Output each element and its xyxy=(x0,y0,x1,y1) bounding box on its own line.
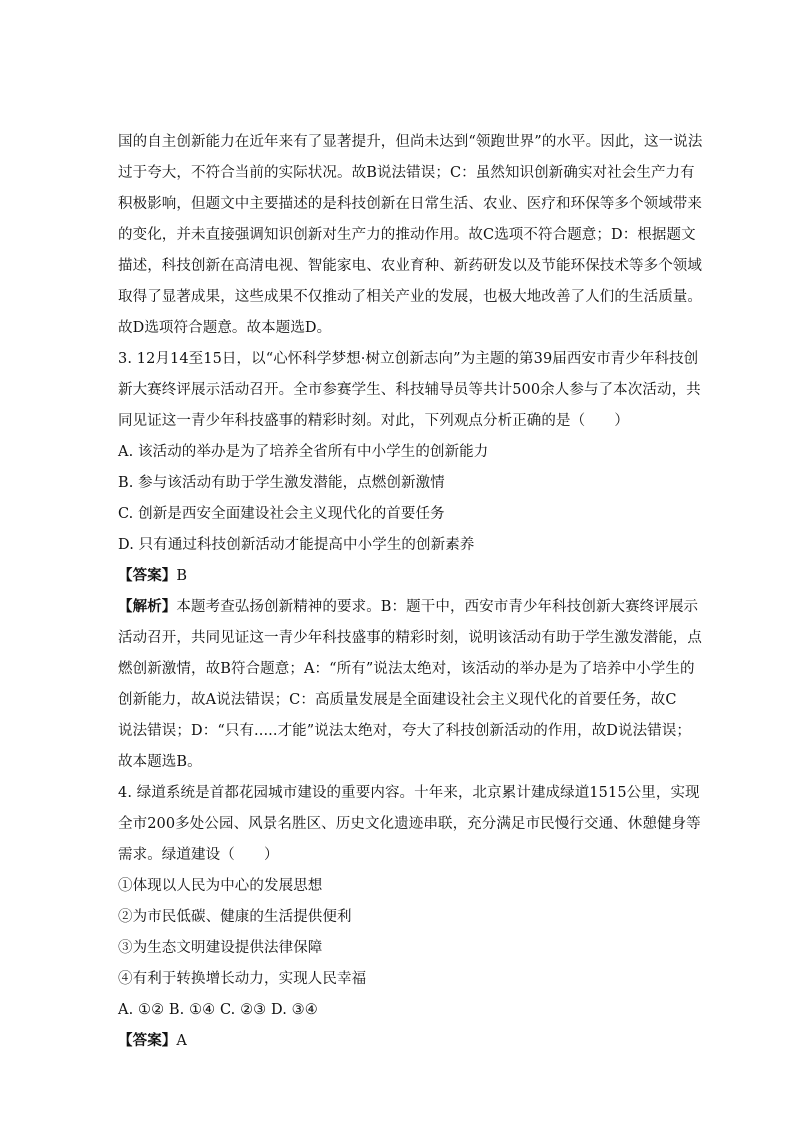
line-text: A. ①② B. ①④ C. ②③ D. ③④ xyxy=(118,1002,318,1018)
text-line xyxy=(118,287,702,307)
line-text: 说法错误；D：“只有.....才能”说法太绝对，夸大了科技创新活动的作用，故D说法错误； xyxy=(118,723,692,739)
option-line xyxy=(118,1000,678,1020)
answer-line xyxy=(118,566,678,586)
text-line xyxy=(118,318,678,338)
line-text: 新大赛终评展示活动召开。全市参赛学生、科技辅导员等共计500余人参与了本次活动，共 xyxy=(118,382,701,398)
line-text: D. 只有通过科技创新活动才能提高中小学生的创新素养 xyxy=(118,537,475,553)
line-text: C. 创新是西安全面建设社会主义现代化的首要任务 xyxy=(118,506,445,522)
text-line xyxy=(118,380,701,400)
line-text: B. 参与该活动有助于学生激发潜能，点燃创新激情 xyxy=(118,475,445,491)
line-text: 活动召开，共同见证这一青少年科技盛事的精彩时刻，说明该活动有助于学生激发潜能，点 xyxy=(118,630,702,646)
line-text: 燃创新激情，故B符合题意；A：“所有”说法太绝对，该活动的举办是为了培养中小学生的 xyxy=(118,661,695,677)
statement-line xyxy=(118,907,678,927)
line-text: A. 该活动的举办是为了培养全省所有中小学生的创新能力 xyxy=(118,444,489,460)
answer-label: 【答案】 xyxy=(118,1032,177,1049)
text-line xyxy=(118,659,695,679)
text-line xyxy=(118,132,703,152)
text-line xyxy=(118,163,695,183)
text-line xyxy=(118,628,702,648)
line-text: 的变化，并未直接强调知识创新对生产力的推动作用。故C选项不符合题意；D：根据题文 xyxy=(118,227,696,243)
option-line xyxy=(118,504,678,524)
option-line xyxy=(118,535,678,555)
line-text: ①体现以人民为中心的发展思想 xyxy=(118,878,323,894)
line-text: 取得了显著成果，这些成果不仅推动了相关产业的发展，也极大地改善了人们的生活质量。 xyxy=(118,289,702,305)
analysis-line xyxy=(118,597,699,617)
answer-value: B xyxy=(176,568,188,584)
text-line xyxy=(118,752,678,772)
option-line xyxy=(118,473,678,493)
statement-line xyxy=(118,938,678,958)
line-text: 全市200多处公园、风景名胜区、历史文化遗迹串联，充分满足市民慢行交通、休憩健身等 xyxy=(118,816,701,832)
statement-line xyxy=(118,969,678,989)
line-text: 描述，科技创新在高清电视、智能家电、农业育种、新药研发以及节能环保技术等多个领域 xyxy=(118,258,702,274)
line-text: 需求。绿道建设（ ） xyxy=(118,847,279,863)
line-text: 故本题选B。 xyxy=(118,754,202,770)
answer-line xyxy=(118,1031,678,1051)
text-line xyxy=(118,411,678,431)
text-line xyxy=(118,721,692,741)
text-line xyxy=(118,845,678,865)
statement-line xyxy=(118,876,678,896)
line-text: 创新能力，故A说法错误；C：高质量发展是全面建设社会主义现代化的首要任务，故C xyxy=(118,692,677,708)
option-line xyxy=(118,442,678,462)
answer-label: 【答案】 xyxy=(118,567,177,584)
line-text: 过于夸大，不符合当前的实际状况。故B说法错误；C：虽然知识创新确实对社会生产力有 xyxy=(118,165,695,181)
line-text: 3. 12月14至15日，以“心怀科学梦想·树立创新志向”为主题的第39届西安市青少年科技创 xyxy=(118,351,699,367)
line-text: ④有利于转换增长动力，实现人民幸福 xyxy=(118,971,367,987)
text-line xyxy=(118,256,702,276)
line-text: 积极影响，但题文中主要描述的是科技创新在日常生活、农业、医疗和环保等多个领域带来 xyxy=(118,196,702,212)
answer-value: A xyxy=(176,1033,187,1049)
line-text: 本题考查弘扬创新精神的要求。B：题干中，西安市青少年科技创新大赛终评展示 xyxy=(176,599,699,615)
line-text: 国的自主创新能力在近年来有了显著提升，但尚未达到“领跑世界”的水平。因此，这一说法 xyxy=(118,134,703,150)
line-text: ②为市民低碳、健康的生活提供便利 xyxy=(118,909,352,925)
line-text: 4. 绿道系统是首都花园城市建设的重要内容。十年来，北京累计建成绿道1515公里，实现 xyxy=(118,785,700,801)
text-line xyxy=(118,814,701,834)
line-text: 故D选项符合题意。故本题选D。 xyxy=(118,320,332,336)
question-line xyxy=(118,349,699,369)
line-text: 同见证这一青少年科技盛事的精彩时刻。对此，下列观点分析正确的是（ ） xyxy=(118,413,629,429)
text-line xyxy=(118,225,696,245)
line-text: ③为生态文明建设提供法律保障 xyxy=(118,940,323,956)
text-line xyxy=(118,194,702,214)
analysis-label: 【解析】 xyxy=(118,598,177,615)
question-line xyxy=(118,783,700,803)
text-line xyxy=(118,690,678,710)
